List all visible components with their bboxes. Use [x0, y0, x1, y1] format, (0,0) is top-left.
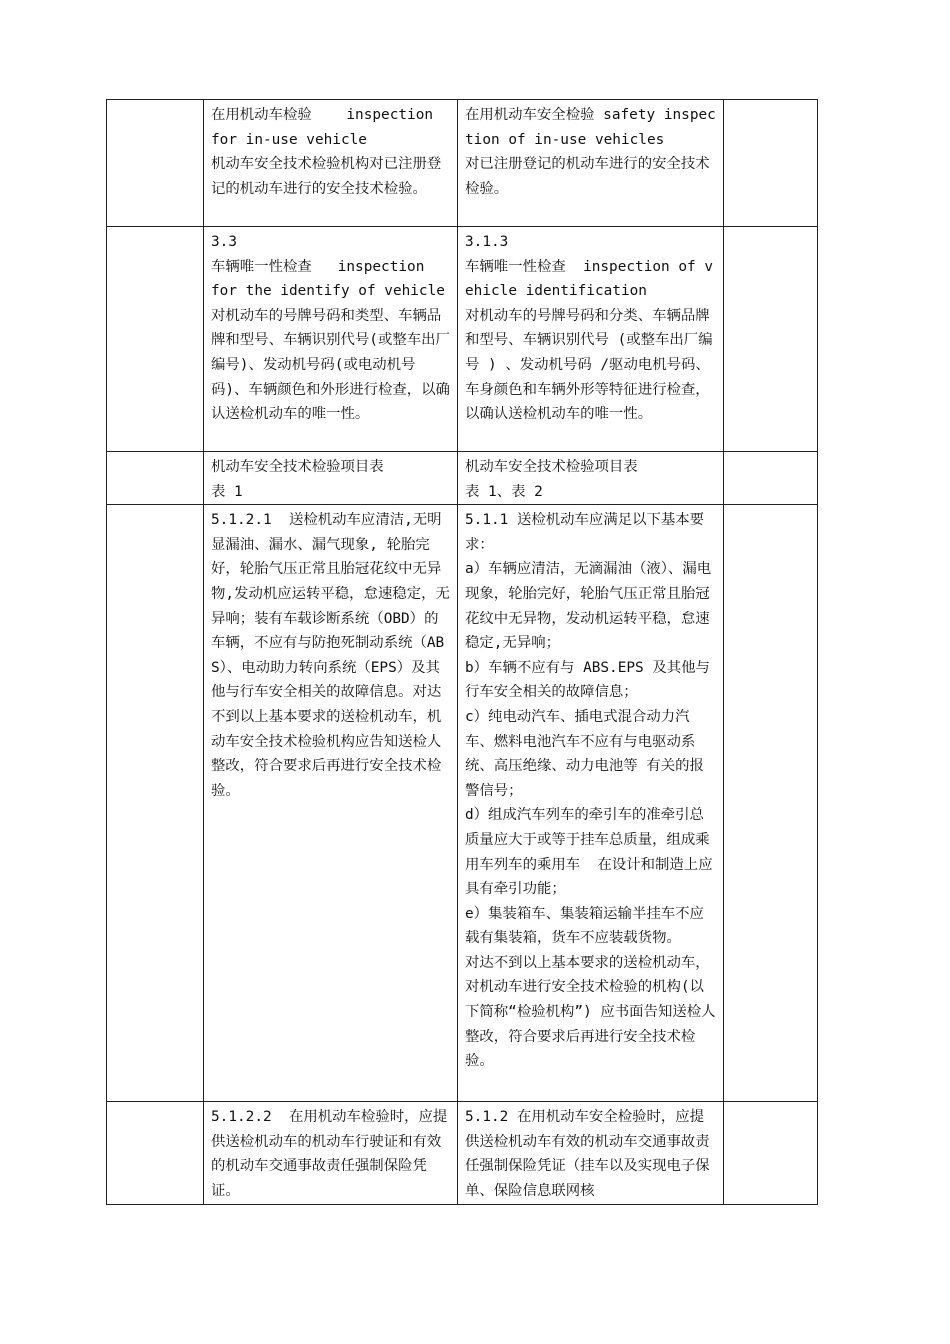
new-standard-cell [458, 100, 724, 227]
cell-text: 5.1.2 在用机动车安全检验时，应提供送检机动车有效的机动车交通事故责任强制保险凭证（挂车以及实现电子保单、保险信息联网核 [465, 1109, 710, 1199]
cell-text: 3.1.3 车辆唯一性检查 inspection of vehicle identification 对机动车的号牌号码和分类、车辆品牌和型号、车辆识别代号 (或整车出厂编号 ) 、发动机号码 /驱动电机号码、车身颜色和车辆外形等特征进行检查，以确认送检机动车的唯一性。 [465, 234, 714, 423]
remark-cell [724, 505, 818, 1102]
cell-text: 机动车安全技术检验项目表 表 1 [211, 459, 384, 500]
table-row [107, 452, 818, 505]
cell-text: 5.1.2.1 送检机动车应清洁,无明显漏油、漏水、漏气现象, 轮胎完好，轮胎气压正常且胎冠花纹中无异物,发动机应运转平稳，怠速稳定，无异响；装有车载诊断系统（OBD）的车辆，不应有与防抱死制动系统（ABS）、电动助力转向系统（EPS）及其他与行车安全相关的故障信息。对达不到以上基本要求的送检机动车，机动车安全技术检验机构应告知送检人整改，符合要求后再进行安全技术检验。 [211, 512, 450, 799]
cell-text: 3.3 车辆唯一性检查 inspection for the identify of vehicle 对机动车的号牌号码和类型、车辆品牌和型号、车辆识别代号(或整车出厂编号)、发动机号码(或电动机号码)、车辆颜色和外形进行检查，以确认送检机动车的唯一性。 [211, 234, 450, 423]
row-label-cell [107, 452, 204, 505]
old-standard-cell [204, 452, 458, 505]
cell-text: 在用机动车安全检验 safety inspection of in-use vehicles 对已注册登记的机动车进行的安全技术检验。 [465, 107, 716, 197]
table-row [107, 227, 818, 452]
remark-cell [724, 100, 818, 227]
new-standard-cell [458, 227, 724, 452]
table-row [107, 1102, 818, 1204]
old-standard-cell [204, 505, 458, 1102]
cell-text: 5.1.2.2 在用机动车检验时，应提供送检机动车的机动车行驶证和有效的机动车交通事故责任强制保险凭证。 [211, 1109, 448, 1199]
row-label-cell [107, 100, 204, 227]
row-label-cell [107, 505, 204, 1102]
new-standard-cell [458, 1102, 724, 1204]
remark-cell [724, 1102, 818, 1204]
table-row [107, 100, 818, 227]
table-row [107, 505, 818, 1102]
old-standard-cell [204, 1102, 458, 1204]
new-standard-cell [458, 452, 724, 505]
old-standard-cell [204, 100, 458, 227]
new-standard-cell [458, 505, 724, 1102]
remark-cell [724, 452, 818, 505]
row-label-cell [107, 1102, 204, 1204]
old-standard-cell [204, 227, 458, 452]
cell-text: 在用机动车检验 inspection for in-use vehicle 机动车安全技术检验机构对已注册登记的机动车进行的安全技术检验。 [211, 107, 442, 197]
row-label-cell [107, 227, 204, 452]
standard-comparison-table [106, 99, 818, 1205]
remark-cell [724, 227, 818, 452]
cell-text: 机动车安全技术检验项目表 表 1、表 2 [465, 459, 638, 500]
cell-text: 5.1.1 送检机动车应满足以下基本要求： a）车辆应清洁，无滴漏油（液）、漏电现象，轮胎完好，轮胎气压正常且胎冠花纹中无异物，发动机运转平稳，怠速稳定,无异响； b）车辆不应有与 ABS.EPS 及其他与行车安全相关的故障信息； c）纯电动汽车、插电式混合动力汽车、燃料电池汽车不应有与电驱动系统、高压绝缘、动力电池等 有关的报警信号； d）组成汽车列车的牵引车的准牵引总质量应大于或等于挂车总质量，组成乘用车列车的乘用车 在设计和制造上应具有牵引功能； e）集装箱车、集装箱运输半挂车不应载有集装箱，货车不应装载货物。 对达不到以上基本要求的送检机动车，对机动车进行安全技术检验的机构(以下简称“检验机构”) 应书面告知送检人整改，符合要求后再进行安全技术检验。 [465, 512, 716, 1070]
